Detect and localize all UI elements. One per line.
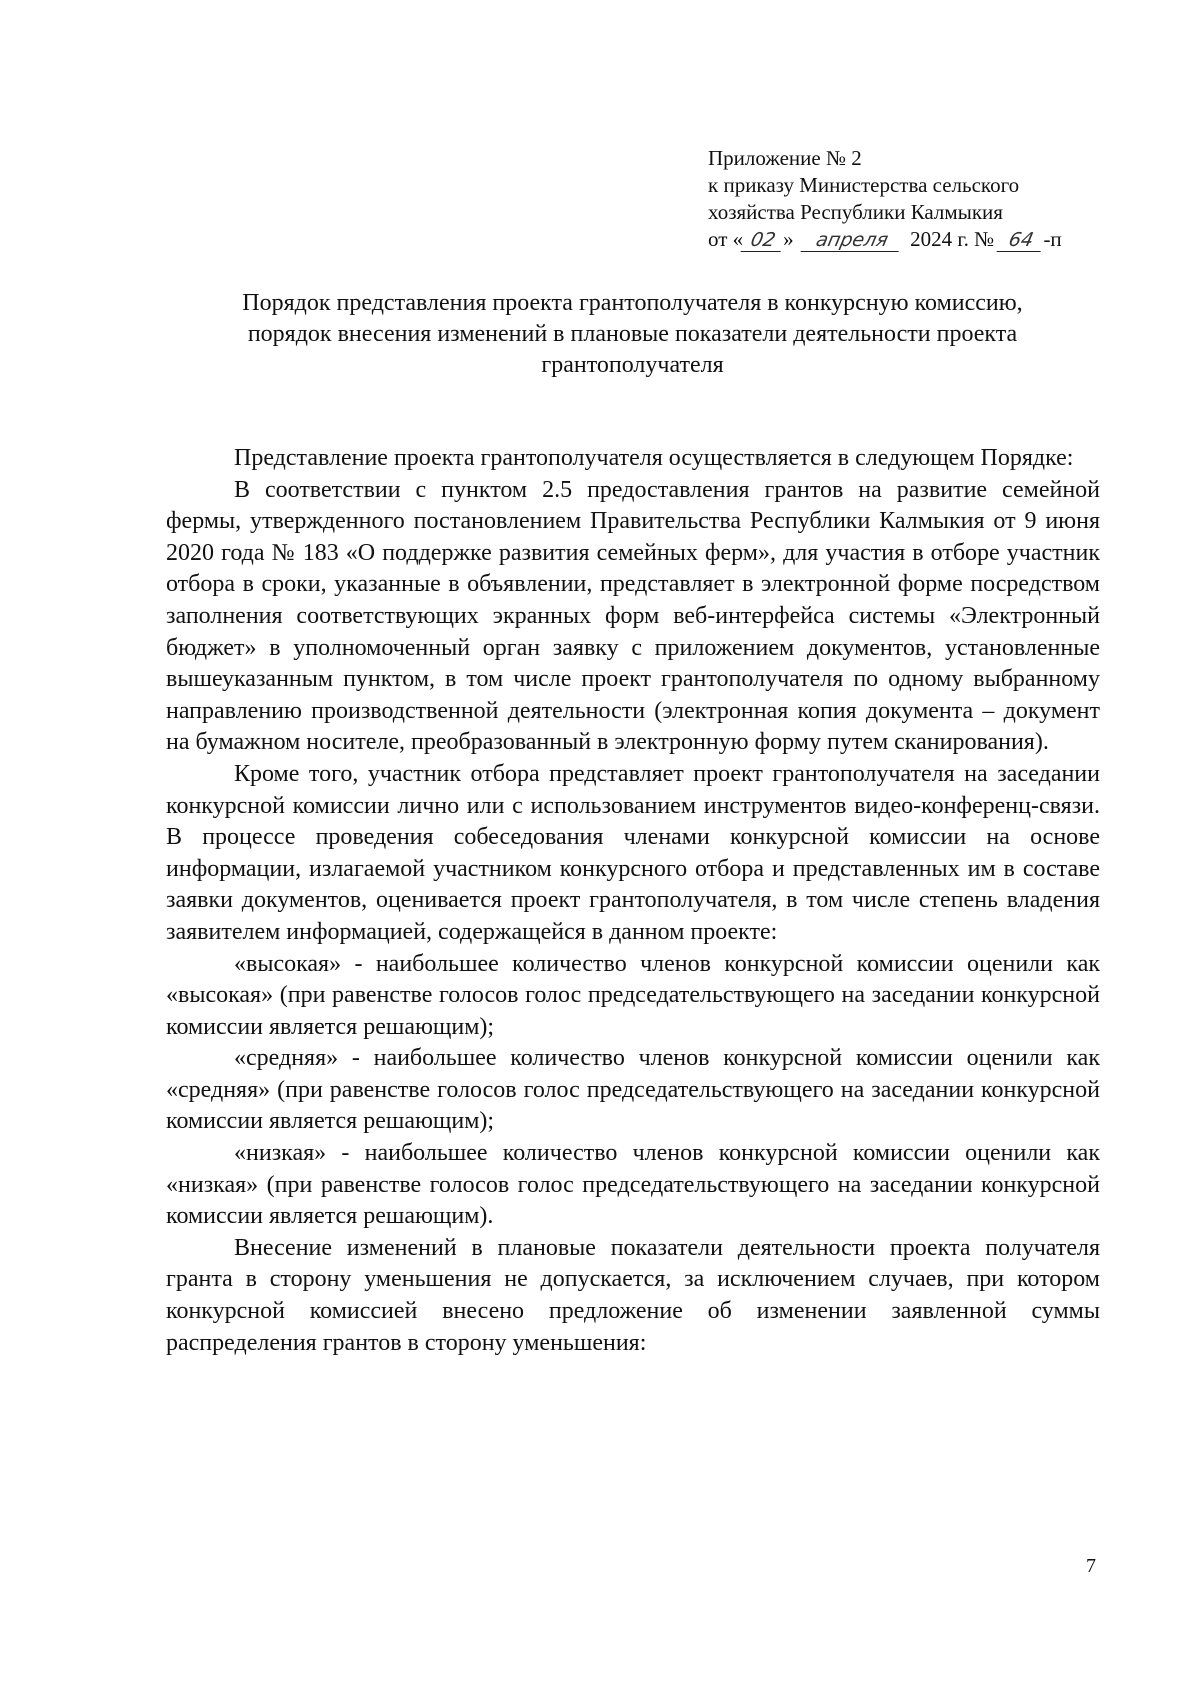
paragraph-submission: В соответствии с пунктом 2.5 предоставления грантов на развитие семейной фермы, утвержденного постановлением Правительства Республики Калмыкия от 9 июня 2020 года № 183 «О поддержке развития семейных ферм», для участия в отборе участник отбора в сроки, указанные в объявлении, представляет в электронной форме посредством заполнения соответствующих экранных форм веб-интерфейса системы «Электронный бюджет» в уполномоченный орган заявку с приложением документов, установленные вышеуказанным пунктом, в том числе проект грантополучателя по одному выбранному направлению производственной деятельности (электронная копия документа – документ на бумажном носителе, преобразованный в электронную форму путем сканирования). [166, 476, 1100, 756]
handwritten-order-number: 64 [997, 229, 1046, 252]
document-body [166, 443, 1100, 1359]
title-line: порядок внесения изменений в плановые показатели деятельности проекта [247, 321, 1018, 347]
list-item-high: «высокая» - наибольшее количество членов конкурсной комиссии оценили как «высокая» (при равенстве голосов голос председательствующего на заседании конкурсной комиссии является решающим); [166, 950, 1100, 1040]
date-prefix: от « [708, 227, 744, 251]
handwritten-month: апреля [800, 229, 903, 252]
handwritten-day: 02 [741, 229, 786, 252]
date-mid: » [783, 227, 794, 251]
appendix-date-line [708, 226, 1062, 253]
appendix-ministry: хозяйства Республики Калмыкия [708, 200, 1003, 224]
paragraph-commission: Кроме того, участник отбора представляет проект грантополучателя на заседании конкурсной комиссии лично или с использованием инструментов видео-конференц-связи. В процессе проведения собеседования членами конкурсной комиссии на основе информации, излагаемой участником конкурсного отбора и представленных им в составе заявки документов, оценивается проект грантополучателя, в том числе степень владения заявителем информацией, содержащейся в данном проекте: [166, 760, 1100, 945]
appendix-number: Приложение № 2 [708, 146, 862, 170]
title-line: Порядок представления проекта грантополучателя в конкурсную комиссию, [242, 290, 1023, 316]
order-suffix: -п [1043, 227, 1062, 251]
date-year: 2024 г. № [910, 227, 995, 251]
document-title [165, 288, 1100, 381]
paragraph-intro: Представление проекта грантополучателя осуществляется в следующем Порядке: [234, 445, 1074, 471]
title-line: грантополучателя [541, 352, 724, 378]
appendix-header [708, 145, 1062, 253]
paragraph-changes: Внесение изменений в плановые показатели деятельности проекта получателя гранта в сторону уменьшения не допускается, за исключением случаев, при котором конкурсной комиссией внесено предложение об изменении заявленной суммы распределения грантов в сторону уменьшения: [166, 1234, 1100, 1356]
list-item-medium: «средняя» - наибольшее количество членов конкурсной комиссии оценили как «средняя» (при равенстве голосов голос председательствующего на заседании конкурсной комиссии является решающим); [166, 1045, 1100, 1135]
appendix-order-ref: к приказу Министерства сельского [708, 173, 1020, 197]
list-item-low: «низкая» - наибольшее количество членов конкурсной комиссии оценили как «низкая» (при равенстве голосов голос председательствующего на заседании конкурсной комиссии является решающим). [166, 1140, 1100, 1230]
page-number: 7 [1086, 1555, 1096, 1577]
